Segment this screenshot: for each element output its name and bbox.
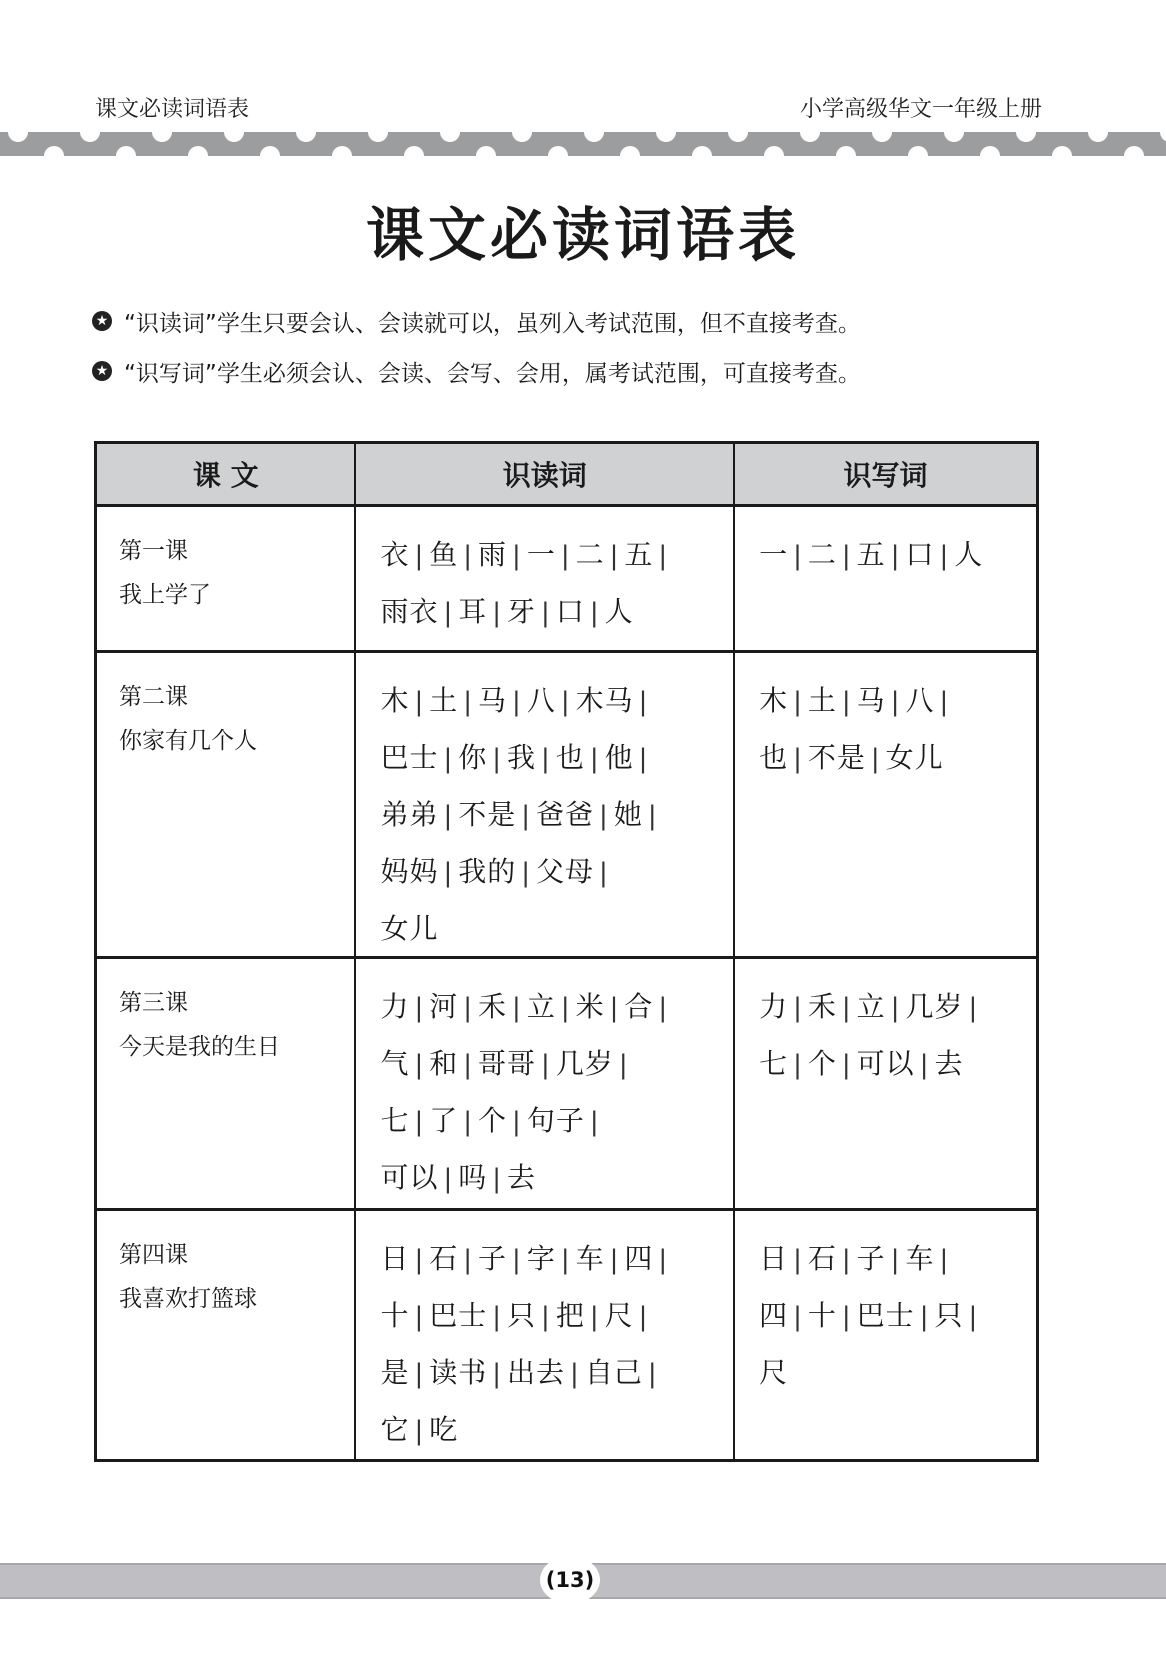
vocab-word: 了 [429, 1104, 459, 1137]
vocab-word: 一 [526, 538, 556, 571]
note-item [92, 296, 1092, 346]
word-separator: | [512, 687, 522, 717]
word-line [380, 787, 717, 844]
vocab-word: 它 [380, 1413, 410, 1446]
vocab-word: 个 [807, 1047, 837, 1080]
vocab-word: 巴士 [856, 1299, 915, 1332]
word-separator: | [463, 1245, 474, 1275]
vocab-word: 马 [856, 684, 886, 717]
word-separator: | [589, 1107, 600, 1137]
column-header-read-words: 识读词 [355, 443, 734, 506]
word-separator: | [919, 1050, 930, 1080]
vocabulary-table [94, 441, 1039, 1462]
table-header-row [96, 443, 1038, 506]
vocab-word: 四 [624, 1242, 654, 1275]
vocab-word: 十 [380, 1299, 410, 1332]
word-separator: | [589, 1302, 600, 1332]
word-line [759, 979, 1020, 1036]
word-separator: | [463, 1107, 474, 1137]
vocab-word: 四 [759, 1299, 789, 1332]
vocab-word: 她 [613, 798, 643, 831]
vocab-word: 日 [380, 1242, 410, 1275]
note-text: “识读词”学生只要会认、会读就可以，虽列入考试范围，但不直接考查。 [124, 310, 861, 337]
vocab-word: 个 [478, 1104, 508, 1137]
vocab-word: 可以 [380, 1161, 439, 1194]
vocab-word: 出去 [507, 1356, 566, 1389]
word-separator: | [560, 1245, 571, 1275]
word-separator: | [599, 801, 609, 831]
word-line [380, 1402, 717, 1459]
vocab-word: 可以 [856, 1047, 915, 1080]
vocab-word: 口 [905, 538, 935, 571]
word-separator: | [443, 744, 454, 774]
word-separator: | [658, 993, 669, 1023]
star-bullet-icon: ★ [92, 311, 112, 331]
vocab-word: 我的 [458, 855, 517, 888]
vocab-word: 不是 [458, 798, 517, 831]
word-separator: | [560, 687, 571, 717]
word-separator: | [658, 1245, 669, 1275]
vocab-word: 七 [380, 1104, 410, 1137]
vocab-word: 立 [856, 990, 886, 1023]
word-line [759, 1288, 1020, 1345]
vocab-word: 子 [478, 1242, 508, 1275]
lesson-cell [96, 1210, 356, 1461]
vocab-word: 衣 [380, 538, 410, 571]
vocab-word: 立 [526, 990, 556, 1023]
vocab-word: 读书 [429, 1356, 488, 1389]
word-line [759, 730, 1020, 787]
word-line [380, 901, 717, 956]
word-separator: | [414, 1359, 425, 1389]
vocab-word: 一 [759, 538, 789, 571]
vocab-word: 雨 [478, 538, 508, 571]
column-header-lesson: 课 文 [96, 443, 356, 506]
word-separator: | [414, 541, 425, 571]
word-line [380, 1150, 717, 1207]
word-separator: | [589, 598, 600, 628]
vocab-word: 巴士 [429, 1299, 488, 1332]
word-separator: | [570, 1359, 580, 1389]
word-separator: | [541, 744, 551, 774]
word-separator: | [890, 993, 901, 1023]
word-line [380, 979, 717, 1036]
notes-list [92, 296, 1092, 396]
word-line [759, 1036, 1020, 1093]
vocab-word: 五 [624, 538, 654, 571]
word-separator: | [414, 993, 425, 1023]
vocab-word: 弟弟 [380, 798, 439, 831]
word-line [380, 527, 717, 584]
read-words-cell [355, 506, 734, 652]
lesson-cell [96, 958, 356, 1210]
lesson-number: 第二课 [119, 684, 188, 710]
word-separator: | [492, 598, 503, 628]
word-separator: | [939, 541, 950, 571]
read-words-cell [355, 958, 734, 1210]
vocab-word: 也 [759, 741, 789, 774]
word-line [380, 844, 717, 901]
vocab-word: 父母 [536, 855, 595, 888]
vocab-word: 五 [856, 538, 886, 571]
note-item [92, 346, 1092, 396]
word-separator: | [512, 993, 522, 1023]
column-header-write-words: 识写词 [734, 443, 1037, 506]
lesson-title: 今天是我的生日 [119, 1034, 280, 1060]
word-separator: | [793, 1302, 803, 1332]
page-number: (13) [540, 1556, 600, 1604]
table-row [96, 506, 1038, 652]
vocab-word: 巴士 [380, 741, 439, 774]
vocab-word: 车 [575, 1242, 605, 1275]
vocab-word: 是 [380, 1356, 410, 1389]
word-separator: | [463, 1050, 474, 1080]
vocab-word: 鱼 [429, 538, 459, 571]
word-separator: | [841, 1050, 852, 1080]
vocab-word: 河 [429, 990, 459, 1023]
word-separator: | [638, 687, 649, 717]
word-separator: | [443, 598, 454, 628]
word-separator: | [414, 1416, 425, 1446]
lesson-number: 第四课 [119, 1242, 188, 1268]
word-separator: | [793, 687, 803, 717]
vocab-word: 字 [526, 1242, 556, 1275]
word-separator: | [638, 1302, 649, 1332]
word-separator: | [841, 1302, 852, 1332]
word-separator: | [841, 1245, 852, 1275]
word-separator: | [414, 1302, 425, 1332]
word-separator: | [414, 1050, 425, 1080]
word-separator: | [658, 541, 669, 571]
word-separator: | [541, 1302, 551, 1332]
word-line [380, 1288, 717, 1345]
vocab-word: 雨衣 [380, 595, 439, 628]
vocab-word: 和 [429, 1047, 459, 1080]
word-separator: | [512, 1107, 522, 1137]
vocab-word: 力 [759, 990, 789, 1023]
word-separator: | [890, 1245, 901, 1275]
word-separator: | [793, 993, 803, 1023]
word-separator: | [521, 858, 532, 888]
vocab-word: 车 [905, 1242, 935, 1275]
word-line [380, 584, 717, 641]
word-separator: | [793, 1050, 803, 1080]
word-separator: | [793, 1245, 803, 1275]
word-separator: | [870, 744, 881, 774]
table-row [96, 958, 1038, 1210]
write-words-cell [734, 1210, 1037, 1461]
word-separator: | [793, 541, 803, 571]
table-row [96, 1210, 1038, 1461]
word-separator: | [492, 1164, 503, 1194]
word-separator: | [841, 687, 852, 717]
vocab-word: 耳 [458, 595, 488, 628]
vocab-word: 人 [604, 595, 634, 628]
lesson-number: 第一课 [119, 538, 188, 564]
word-line [759, 673, 1020, 730]
lesson-title: 我上学了 [119, 582, 211, 608]
star-bullet-icon: ★ [92, 361, 112, 381]
read-words-cell [355, 1210, 734, 1461]
word-separator: | [414, 687, 425, 717]
vocab-word: 七 [759, 1047, 789, 1080]
vocab-word: 十 [807, 1299, 837, 1332]
word-line [380, 1231, 717, 1288]
word-line [759, 1345, 1020, 1400]
lesson-title: 你家有几个人 [119, 728, 257, 754]
vocab-word: 力 [380, 990, 410, 1023]
vocab-word: 去 [934, 1047, 964, 1080]
word-line [759, 527, 1020, 584]
vocab-word: 木 [759, 684, 789, 717]
word-separator: | [541, 598, 551, 628]
vocab-word: 爸爸 [536, 798, 595, 831]
vocab-word: 人 [954, 538, 984, 571]
word-separator: | [647, 1359, 658, 1389]
running-header [0, 88, 1166, 128]
word-separator: | [443, 858, 454, 888]
vocab-word: 他 [604, 741, 634, 774]
note-text: “识写词”学生必须会认、会读、会写、会用，属考试范围，可直接考查。 [124, 360, 861, 387]
vocab-word: 句子 [526, 1104, 585, 1137]
word-line [380, 1345, 717, 1402]
word-separator: | [609, 993, 620, 1023]
word-separator: | [560, 541, 571, 571]
word-line [380, 673, 717, 730]
read-words-cell [355, 652, 734, 958]
vocab-word: 气 [380, 1047, 410, 1080]
word-separator: | [463, 993, 474, 1023]
word-separator: | [793, 744, 803, 774]
vocab-word: 只 [934, 1299, 964, 1332]
vocab-word: 土 [429, 684, 459, 717]
word-separator: | [939, 687, 950, 717]
vocab-word: 禾 [478, 990, 508, 1023]
vocab-word: 日 [759, 1242, 789, 1275]
word-separator: | [968, 993, 979, 1023]
word-separator: | [414, 1245, 425, 1275]
vocab-word: 二 [807, 538, 837, 571]
lesson-cell [96, 652, 356, 958]
write-words-cell [734, 652, 1037, 958]
vocab-word: 女儿 [885, 741, 944, 774]
table-row [96, 652, 1038, 958]
word-separator: | [647, 801, 658, 831]
vocab-word: 也 [555, 741, 585, 774]
word-separator: | [609, 1245, 620, 1275]
vocab-word: 不是 [807, 741, 866, 774]
word-separator: | [492, 1302, 503, 1332]
vocab-word: 把 [555, 1299, 585, 1332]
word-separator: | [463, 541, 474, 571]
vocab-word: 木马 [575, 684, 634, 717]
vocab-word: 石 [807, 1242, 837, 1275]
word-separator: | [463, 687, 474, 717]
word-separator: | [541, 1050, 551, 1080]
vocab-word: 合 [624, 990, 654, 1023]
word-separator: | [492, 1359, 503, 1389]
word-line [380, 1093, 717, 1150]
word-separator: | [968, 1302, 979, 1332]
vocab-word: 禾 [807, 990, 837, 1023]
word-line [380, 730, 717, 787]
word-separator: | [512, 1245, 522, 1275]
write-words-cell [734, 506, 1037, 652]
lesson-cell [96, 506, 356, 652]
word-separator: | [618, 1050, 629, 1080]
vocab-word: 吗 [458, 1161, 488, 1194]
word-separator: | [414, 1107, 425, 1137]
vocab-word: 哥哥 [478, 1047, 537, 1080]
decorative-wavy-band [0, 132, 1166, 156]
running-header-book-title: 小学高级华文一年级上册 [799, 97, 1042, 122]
word-separator: | [939, 1245, 950, 1275]
word-separator: | [890, 687, 901, 717]
vocab-word: 自己 [584, 1356, 643, 1389]
vocab-word: 土 [807, 684, 837, 717]
vocab-word: 口 [555, 595, 585, 628]
vocab-word: 吃 [429, 1413, 459, 1446]
word-line [759, 1231, 1020, 1288]
vocab-word: 米 [575, 990, 605, 1023]
lesson-number: 第三课 [119, 990, 188, 1016]
word-separator: | [841, 993, 852, 1023]
word-separator: | [919, 1302, 930, 1332]
vocab-word: 二 [575, 538, 605, 571]
vocab-word: 石 [429, 1242, 459, 1275]
word-separator: | [443, 801, 454, 831]
lesson-title: 我喜欢打篮球 [119, 1286, 257, 1312]
running-header-section-title: 课文必读词语表 [95, 97, 250, 122]
vocab-word: 你 [458, 741, 488, 774]
write-words-cell [734, 958, 1037, 1210]
vocab-word: 八 [905, 684, 935, 717]
word-separator: | [638, 744, 649, 774]
word-separator: | [589, 744, 600, 774]
word-separator: | [443, 1164, 454, 1194]
word-separator: | [560, 993, 571, 1023]
vocab-word: 子 [856, 1242, 886, 1275]
word-separator: | [609, 541, 620, 571]
word-separator: | [512, 541, 522, 571]
word-separator: | [492, 744, 503, 774]
vocab-word: 木 [380, 684, 410, 717]
vocab-word: 去 [507, 1161, 537, 1194]
vocab-word: 只 [507, 1299, 537, 1332]
vocab-word: 八 [526, 684, 556, 717]
word-separator: | [599, 858, 609, 888]
vocab-word: 女儿 [380, 912, 439, 945]
vocab-word: 尺 [759, 1356, 789, 1389]
vocab-word: 几岁 [905, 990, 964, 1023]
vocab-word: 几岁 [555, 1047, 614, 1080]
page-title: 课文必读词语表 [365, 201, 800, 269]
word-separator: | [521, 801, 532, 831]
word-separator: | [890, 541, 901, 571]
vocab-word: 妈妈 [380, 855, 439, 888]
vocab-word: 尺 [604, 1299, 634, 1332]
word-line [380, 1036, 717, 1093]
vocab-word: 牙 [507, 595, 537, 628]
word-separator: | [841, 541, 852, 571]
vocab-word: 我 [507, 741, 537, 774]
vocab-word: 马 [478, 684, 508, 717]
